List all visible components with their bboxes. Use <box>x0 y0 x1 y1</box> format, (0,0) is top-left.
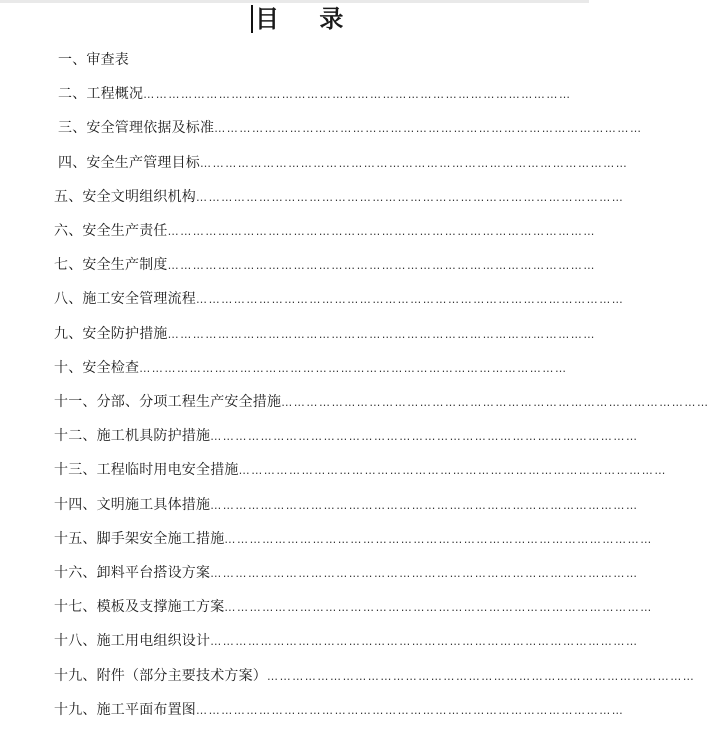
toc-entry <box>54 562 639 584</box>
toc-entry-label: 五、安全文明组织机构 <box>54 189 196 205</box>
toc-dot-leader: ………………………………………………………………………………………… <box>210 499 639 512</box>
toc-entry <box>58 83 572 105</box>
toc-dot-leader: ………………………………………………………………………………………… <box>200 157 629 170</box>
toc-entry <box>54 665 696 687</box>
toc-entry <box>54 630 639 652</box>
toc-entry-label: 十四、文明施工具体措施 <box>54 497 211 513</box>
toc-dot-leader: ………………………………………………………………………………………… <box>139 362 568 375</box>
toc-entry <box>54 528 653 550</box>
toc-entry <box>54 288 625 310</box>
toc-entry <box>54 186 625 208</box>
toc-entry-label: 十八、施工用电组织设计 <box>54 633 211 649</box>
toc-entry <box>54 596 653 618</box>
toc-entry <box>54 357 568 379</box>
toc-entry-label: 四、安全生产管理目标 <box>58 155 200 171</box>
toc-entry-label: 六、安全生产责任 <box>54 223 168 239</box>
toc-dot-leader: ………………………………………………………………………………………… <box>210 567 639 580</box>
toc-dot-leader: ………………………………………………………………………………………… <box>196 704 625 717</box>
toc-entry-label: 十九、施工平面布置图 <box>54 702 196 718</box>
toc-entry-label: 十二、施工机具防护措施 <box>54 428 211 444</box>
toc-entry <box>54 425 639 447</box>
toc-dot-leader: ………………………………………………………………………………………… <box>214 122 643 135</box>
toc-entry-label: 十三、工程临时用电安全措施 <box>54 462 239 478</box>
toc-dot-leader: ………………………………………………………………………………………… <box>267 670 696 683</box>
toc-entry-label: 七、安全生产制度 <box>54 257 168 273</box>
toc-dot-leader: ………………………………………………………………………………………… <box>143 88 572 101</box>
toc-dot-leader: ………………………………………………………………………………………… <box>196 191 625 204</box>
toc-dot-leader: ………………………………………………………………………………………… <box>210 635 639 648</box>
toc-dot-leader: ………………………………………………………………………………………… <box>167 225 597 238</box>
toc-entry-label: 十一、分部、分项工程生产安全措施 <box>54 394 282 410</box>
toc-dot-leader: ………………………………………………………………………………………… <box>238 464 668 477</box>
toc-entry <box>54 391 710 413</box>
toc-dot-leader: ………………………………………………………………………………………… <box>167 328 597 341</box>
toc-entry-label: 八、施工安全管理流程 <box>54 291 196 307</box>
toc-entry <box>58 49 472 71</box>
toc-dot-leader: ………………………………………………………………………………………… <box>210 430 639 443</box>
toc-entry <box>58 152 629 174</box>
toc-entry-label: 十、安全检查 <box>54 360 140 376</box>
toc-entry <box>54 494 639 516</box>
toc-entry-label: 三、安全管理依据及标准 <box>58 120 215 136</box>
page-title: 目 录 <box>255 4 360 33</box>
toc-entry-label: 二、工程概况 <box>58 86 144 102</box>
toc-entry <box>54 254 597 276</box>
toc-dot-leader: ………………………………………………………………………………………… <box>224 533 653 546</box>
toc-entry <box>54 459 668 481</box>
toc-entry-label: 一、审查表 <box>58 52 129 68</box>
toc-entry-label: 十五、脚手架安全施工措施 <box>54 531 225 547</box>
toc-entry <box>54 323 597 345</box>
toc-dot-leader: ………………………………………………………………………………………… <box>281 396 710 409</box>
toc-entry <box>54 220 597 242</box>
toc-entry-label: 十七、模板及支撑施工方案 <box>54 599 225 615</box>
toc-entry <box>54 699 625 721</box>
toc-entry-label: 十九、附件（部分主要技术方案） <box>54 668 267 684</box>
toc-dot-leader: ………………………………………………………………………………………… <box>167 259 597 272</box>
toc-entry-label: 十六、卸料平台搭设方案 <box>54 565 211 581</box>
toc-entry <box>58 117 643 139</box>
toc-dot-leader: ………………………………………………………………………………………… <box>196 293 625 306</box>
toc-dot-leader: ………………………………………………………………………………………… <box>224 601 653 614</box>
toc-entry-label: 九、安全防护措施 <box>54 326 168 342</box>
